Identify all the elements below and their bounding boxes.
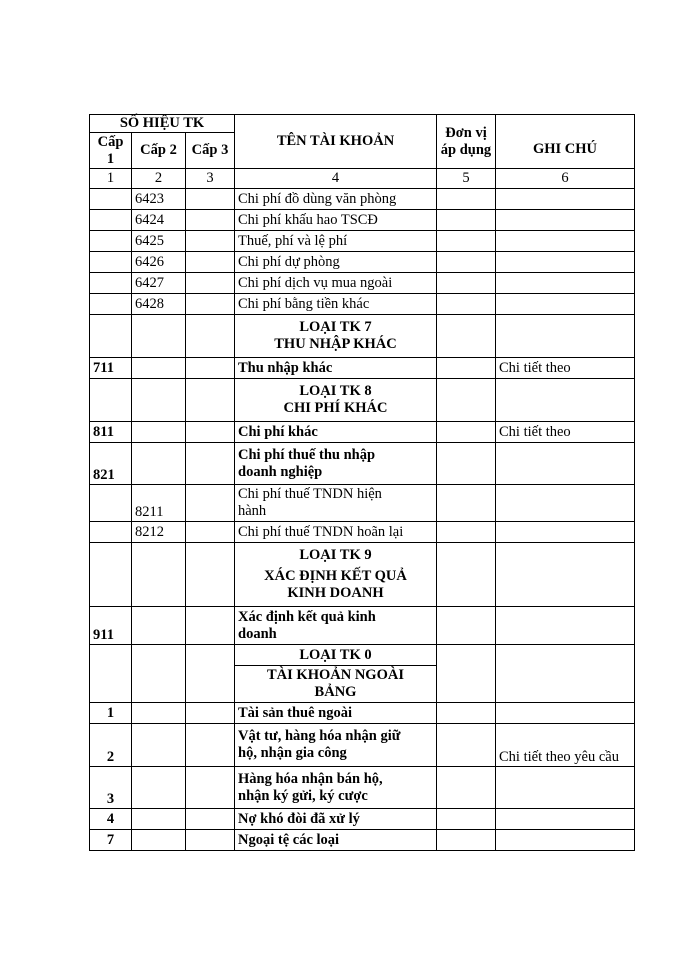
section-heading-line: CHI PHÍ KHÁC	[283, 400, 388, 416]
note-cell: Chi tiết theo yêu cầu	[496, 724, 635, 767]
chart-of-accounts-table	[89, 114, 635, 851]
section-heading-line: LOẠI TK 7	[299, 319, 372, 335]
table-row	[90, 358, 635, 379]
account-name: Chi phí khấu hao TSCĐ	[235, 210, 437, 231]
cap2-cell: 6423	[132, 189, 186, 210]
cap1-cell: 711	[90, 358, 132, 379]
cap2-cell: 6424	[132, 210, 186, 231]
col-number: 5	[437, 169, 496, 189]
section-heading-line: TÀI KHOẢN NGOÀI	[267, 667, 404, 683]
account-name-line: nhận ký gửi, ký cược	[238, 787, 368, 804]
account-name: Chi phí dịch vụ mua ngoài	[235, 273, 437, 294]
column-number-row	[90, 169, 635, 189]
account-name: Nợ khó đòi đã xử lý	[235, 809, 437, 830]
account-name-line: doanh	[238, 625, 277, 642]
cap1-cell: 821	[90, 443, 132, 485]
cap1-cell: 911	[90, 607, 132, 645]
header-row-1	[90, 115, 635, 133]
account-name-line: Vật tư, hàng hóa nhận giữ	[238, 728, 401, 744]
cap2-cell: 6427	[132, 273, 186, 294]
cap1-cell: 4	[90, 809, 132, 830]
account-name	[235, 767, 437, 809]
header-cap2: Cấp 2	[132, 133, 186, 169]
table-row	[90, 830, 635, 851]
header-ghi-chu: GHI CHÚ	[496, 115, 635, 169]
table-row	[90, 443, 635, 485]
table-row	[90, 809, 635, 830]
section-heading	[235, 315, 437, 358]
col-number: 2	[132, 169, 186, 189]
account-name-line: Chi phí thuế TNDN hiện	[238, 486, 382, 502]
table-row	[90, 210, 635, 231]
section-heading-line: KINH DOANH	[287, 585, 384, 601]
account-name: Chi phí đồ dùng văn phòng	[235, 189, 437, 210]
account-name	[235, 443, 437, 485]
col-number: 1	[90, 169, 132, 189]
account-name: Chi phí thuế TNDN hoãn lại	[235, 522, 437, 543]
cap1-cell: 2	[90, 724, 132, 767]
cap1-cell: 7	[90, 830, 132, 851]
account-name	[235, 724, 437, 767]
account-name: Thuế, phí và lệ phí	[235, 231, 437, 252]
cap1-cell: 3	[90, 767, 132, 809]
cap1-cell: 811	[90, 422, 132, 443]
account-name	[235, 485, 437, 522]
section-heading-line: THU NHẬP KHÁC	[274, 336, 397, 352]
col-number: 3	[186, 169, 235, 189]
account-name: Chi phí dự phòng	[235, 252, 437, 273]
col-number: 6	[496, 169, 635, 189]
table-row	[90, 252, 635, 273]
table-row	[90, 422, 635, 443]
table-row	[90, 294, 635, 315]
table-row	[90, 273, 635, 294]
table-row	[90, 607, 635, 645]
section-heading-line: LOẠI TK 8	[299, 383, 372, 399]
header-cap1: Cấp 1	[90, 133, 132, 169]
note-cell: Chi tiết theo	[496, 422, 635, 443]
account-name: Thu nhập khác	[235, 358, 437, 379]
account-name-line: hộ, nhận gia công	[238, 745, 347, 761]
table-row	[90, 703, 635, 724]
section-heading-line: BẢNG	[314, 684, 357, 700]
table-row	[90, 189, 635, 210]
section-row	[90, 315, 635, 358]
table-row	[90, 485, 635, 522]
section-heading	[235, 379, 437, 422]
section-row	[90, 543, 635, 607]
table-row	[90, 522, 635, 543]
account-name: Tài sản thuê ngoài	[235, 703, 437, 724]
account-name-line: Chi phí thuế thu nhập	[238, 446, 376, 463]
table-row	[90, 231, 635, 252]
section-row	[90, 645, 635, 666]
section-row	[90, 379, 635, 422]
col-number: 4	[235, 169, 437, 189]
cap2-cell: 8211	[132, 485, 186, 522]
section-heading-line: LOẠI TK 0	[235, 645, 437, 666]
header-don-vi-ap-dung: Đơn vị áp dụng	[437, 115, 496, 169]
account-name-line: Xác định kết quả kinh	[238, 608, 376, 625]
header-so-hieu-tk: SỐ HIỆU TK	[90, 115, 235, 133]
section-heading-line: XÁC ĐỊNH KẾT QUẢ	[264, 568, 407, 584]
table-row	[90, 724, 635, 767]
cap2-cell: 6426	[132, 252, 186, 273]
account-name-line: doanh nghiệp	[238, 463, 323, 480]
cap2-cell: 8212	[132, 522, 186, 543]
cap2-cell: 6428	[132, 294, 186, 315]
table-row	[90, 767, 635, 809]
account-name: Chi phí bằng tiền khác	[235, 294, 437, 315]
note-cell: Chi tiết theo	[496, 358, 635, 379]
account-name-line: Hàng hóa nhận bán hộ,	[238, 770, 383, 787]
account-name: Ngoại tệ các loại	[235, 830, 437, 851]
account-name	[235, 607, 437, 645]
cap2-cell: 6425	[132, 231, 186, 252]
account-name-line: hành	[238, 503, 267, 519]
section-heading	[235, 666, 437, 703]
section-heading-line: LOẠI TK 9	[299, 547, 372, 563]
account-table-page	[89, 114, 635, 851]
header-cap3: Cấp 3	[186, 133, 235, 169]
header-ten-tai-khoan: TÊN TÀI KHOẢN	[235, 115, 437, 169]
cap1-cell: 1	[90, 703, 132, 724]
account-name: Chi phí khác	[235, 422, 437, 443]
section-heading	[235, 543, 437, 607]
